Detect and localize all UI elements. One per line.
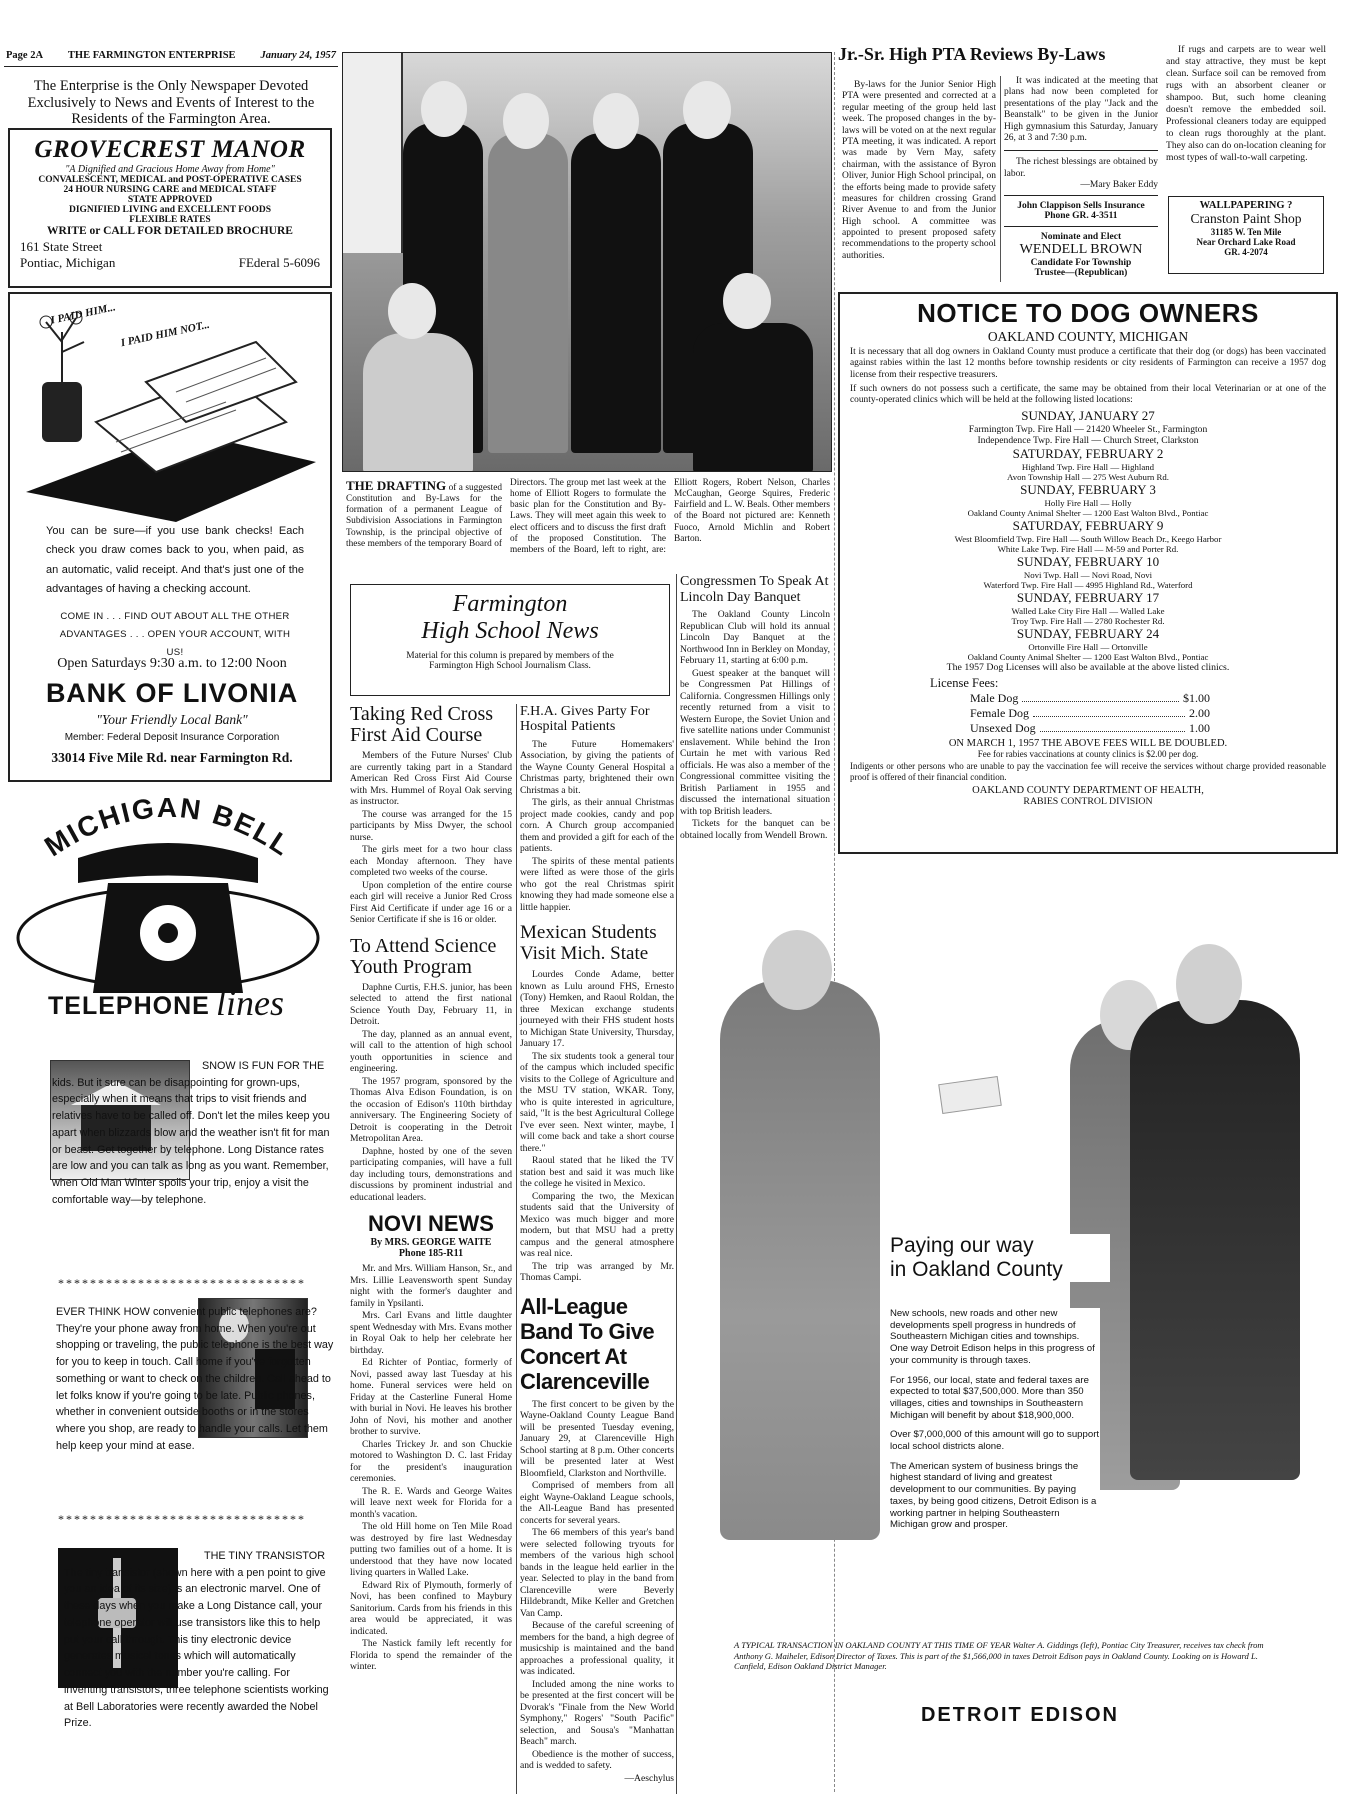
mexican-body xyxy=(520,969,674,1284)
fee-table xyxy=(970,691,1210,736)
clinic-location: White Lake Twp. Fire Hall — M-59 and Porter Rd. xyxy=(997,544,1179,555)
novi-byline: By MRS. GEORGE WAITE xyxy=(370,1237,492,1248)
dog-rabies-fee: Fee for rabies vaccinations at county clinics is $2.00 per dog. xyxy=(977,749,1199,760)
livonia-member: Member: Federal Deposit Insurance Corporation xyxy=(64,732,280,743)
edison-copy xyxy=(890,1308,1100,1531)
edison-head xyxy=(890,1234,1110,1282)
band-body xyxy=(520,1399,674,1772)
clinic-date: SUNDAY, FEBRUARY 24 xyxy=(1016,626,1160,642)
paragraph: Raoul stated that he liked the TV station best and said it was much like the college he visited in Mexico. xyxy=(520,1155,674,1190)
livonia-address: 33014 Five Mile Rd. near Farmington Rd. xyxy=(51,750,293,765)
dog-sub: OAKLAND COUNTY, MICHIGAN xyxy=(987,329,1189,344)
elect-line: Nominate and Elect xyxy=(1040,232,1122,243)
pta-col1: By-laws for the Junior Senior High PTA were presented and corrected at a regular meeting of the group held last week. The proposed changes in the by-laws will be voted on at the next regular PTA meeting, it was indicated. A report was made by Vern May, safety chairman, with the assistance of Byron Oliver, Junior High School principal, on the efforts being made to provide safety measures for children crossing Grand River Avenue to and from the Junior High school. A committee was appointed to present proposed safety recommendations to the property school authorities. xyxy=(842,80,996,261)
pta-col2-area xyxy=(1004,76,1158,278)
cranston-addr: Near Orchard Lake Road xyxy=(1196,237,1296,247)
redcross-body xyxy=(350,750,512,926)
paragraph: Edward Rix of Plymouth, formerly of Novi, has been confined to Maybury Sanitorium. Cards from his friends in this area would be appreciated, it was indicated. xyxy=(350,1579,512,1637)
clinic-location: Holly Fire Hall — Holly xyxy=(1044,498,1132,509)
grovecrest-phone: FEderal 5-6096 xyxy=(238,255,320,270)
issue-date: January 24, 1957 xyxy=(260,50,336,61)
paragraph: Mr. and Mrs. William Hanson, Sr., and Mrs. Lillie Leavensworth spent Sunday night with the former's daughter and family in Ypsilanti. xyxy=(350,1263,512,1309)
pta-article xyxy=(838,44,1160,65)
rugs-article: If rugs and carpets are to wear well and stay attractive, they must be kept clean. Surface soil can be removed from rugs with an absorbent cleaner or shampoo. But, such home cleaning doesn't remove the embedded soil. Professional cleaners today are equipped to clean rugs thoroughly at the plant. They also can do on-location cleaning for most types of wall-to-wall carpeting. xyxy=(1166,44,1326,163)
clinic-day xyxy=(850,554,1326,590)
pta-col2: It was indicated at the meeting that plans had now been completed for presentations of the play "Jack and the Beanstalk" to be given in the Junior High gymnasium this Saturday, January 26, at 3 and 7:30 p.m. xyxy=(1004,76,1158,143)
cranston-ad xyxy=(1168,196,1324,274)
elect-name: WENDELL BROWN xyxy=(1019,242,1143,258)
clinic-location: Oakland County Animal Shelter — 1200 East Walton Blvd., Pontiac xyxy=(967,652,1209,663)
paid-caption-1: I PAID HIM... xyxy=(49,301,117,327)
paragraph: The 1957 program, sponsored by the Thomas Alva Edison Foundation, is on the occasion of Edison's 110th birthday anniversary. The Engineering Society of Detroit is cooperating in the Detroit Metropolitan Area. xyxy=(350,1075,512,1144)
paragraph: The American system of business brings the highest standard of living and greatest development to our communities. By paying taxes, by being good citizens, Detroit Edison is a working partner in helping Southeastern Michigan grow and prosper. xyxy=(890,1460,1097,1531)
dog-indigents: Indigents or other persons who are unable to pay the vaccination fee will receive the services without charge provided reasonable proof is offered of their financial condition. xyxy=(850,761,1326,783)
clinic-location: Waterford Twp. Fire Hall — 4995 Highland Rd., Waterford xyxy=(983,580,1193,591)
dog-dept: OAKLAND COUNTY DEPARTMENT OF HEALTH, xyxy=(972,785,1204,796)
elect-line: Trustee—(Republican) xyxy=(1034,268,1128,279)
paragraph: The Future Homemakers' Association, by giving the patients of the Wayne County General Hospital a Christmas party, brightened their own Christmas a bit. xyxy=(520,738,674,796)
clinic-location: West Bloomfield Twp. Fire Hall — South Willow Beach Dr., Keego Harbor xyxy=(954,534,1222,545)
novi-head: NOVI NEWS xyxy=(368,1211,494,1236)
science-body xyxy=(350,982,512,1204)
edison-head-1: Paying our way xyxy=(890,1234,1110,1258)
paragraph: Tickets for the banquet can be obtained locally from Wendell Brown. xyxy=(680,818,830,841)
clinic-location: Oakland County Animal Shelter — 1200 East Walton Blvd., Pontiac xyxy=(967,508,1209,519)
clinic-location: Farmington Twp. Fire Hall — 21420 Wheeler St., Farmington xyxy=(968,424,1208,436)
dog-doubled: ON MARCH 1, 1957 THE ABOVE FEES WILL BE DOUBLED. xyxy=(948,738,1228,750)
clinic-location: Avon Township Hall — 275 West Auburn Rd. xyxy=(1007,472,1169,483)
elect-line: Candidate For Township xyxy=(1030,258,1132,269)
dog-head: NOTICE TO DOG OWNERS xyxy=(917,298,1259,328)
dog-p1: It is necessary that all dog owners in Oakland County must produce a certificate that their dog (or dogs) has been vaccinated against rabies within the last 12 months before township residents or city residents of Farmington can receive a 1957 dog license from their respective treasurers. xyxy=(850,347,1326,380)
drafting-caption-text: of a suggested Constitution and By-Laws for the formation of a permanent League of Subdivision Associations in Farmington Township, is the principal objective of these members of the temporary Board of Directors. The group met last week at the home of Elliott Rogers to formulate the basic plan for the Constitution and By-Laws. They will meet again this week to elect officers and to discuss the first draft of the proposed Constitution. The members of the Board, left to right, are: Elliott Rogers, Robert Nelson, Charles McCaughan, George Squires, Frederic Fairfield and L. W. Beals. Other members of the Board not pictured are: Kenneth Fuoco, Arnold Michlin and Robert Barton. xyxy=(346,478,830,555)
drafting-lead: THE DRAFTING xyxy=(346,478,447,493)
fhs-news-box xyxy=(350,584,670,696)
paragraph: The Nastick family left recently for Florida to spend the remainder of the winter. xyxy=(350,1638,512,1672)
bell-think-text: EVER THINK HOW convenient public telephones are? They're your phone away from home. When you're out shopping or traveling, the public telephone is the best way for you to keep in touch. Call home if you've forgotten something or want to check on the children. Call ahead to let folks know if you're going to be late. Public phones, whether in convenient outside booths or in the stores where you shop, are ready to handle your calls. Let them help keep your mind at ease. xyxy=(56,1306,334,1452)
pta-head: Jr.-Sr. High PTA Reviews By-Laws xyxy=(838,44,1106,64)
mexican-head: Mexican Students Visit Mich. State xyxy=(520,922,657,965)
grovecrest-address: 161 State Street xyxy=(20,239,103,254)
band-attrib: —Aeschylus xyxy=(624,1772,674,1784)
checks-illustration xyxy=(26,312,316,522)
paragraph: The R. E. Wards and George Waites will leave next week for Florida for a month's vacation. xyxy=(350,1485,512,1520)
congressmen-article xyxy=(680,574,830,842)
fees-head: License Fees: xyxy=(930,676,999,691)
clinic-location: Novi Twp. Hall — Novi Road, Novi xyxy=(1023,570,1153,581)
livonia-hours: Open Saturdays 9:30 a.m. to 12:00 Noon xyxy=(57,656,287,671)
divider-stars: ******************************* xyxy=(58,1512,306,1526)
column-middle xyxy=(520,704,674,1784)
paragraph: Obedience is the mother of success, and is wedded to safety. xyxy=(520,1748,674,1772)
paragraph: The spirits of these mental patients were lifted as were those of the girls who got the real Christmas spirit knowing they had made someone else a little happier. xyxy=(520,855,674,913)
bell-snow-text: SNOW IS FUN FOR THE kids. But it sure can be disappointing for grown-ups, especially when it means that trips to visit friends and relatives have to be called off. Don't let the miles keep you apart when blizzards blow and the weather isn't fit for man or beast. Get together by telephone. Long Distance rates are low and you can talk as long as you want. Remember, when Old Man Winter spoils your trip, enjoy a visit the comfortable way—by telephone. xyxy=(52,1060,330,1206)
dog-notice xyxy=(838,292,1338,854)
paragraph: New schools, new roads and other new developments spell progress in hundreds of Southeastern Michigan cities and townships. One way Detroit Edison helps in this progress of your community is through taxes. xyxy=(890,1308,1095,1366)
fee-label: Male Dog xyxy=(970,691,1019,706)
science-head: To Attend Science Youth Program xyxy=(350,934,497,978)
clinic-location: Highland Twp. Fire Hall — Highland xyxy=(1021,462,1155,473)
fee-row xyxy=(970,721,1210,736)
edison-head-2: in Oakland County xyxy=(890,1258,1110,1282)
grovecrest-line: STATE APPROVED xyxy=(127,195,213,205)
paragraph: Comparing the two, the Mexican students said that the University of Mexico was much bigger and more modern, but that MSU had a pretty campus and the general atmosphere was real nice. xyxy=(520,1190,674,1260)
grovecrest-tagline: "A Dignified and Gracious Home Away from Home" xyxy=(65,164,275,175)
paragraph: The course was arranged for the 15 participants by Miss Dwyer, the school nurse. xyxy=(350,808,512,843)
clinic-location: Independence Twp. Fire Hall — Church Street, Clarkston xyxy=(977,435,1199,447)
clinic-day xyxy=(850,482,1326,518)
fha-head: F.H.A. Gives Party For Hospital Patients xyxy=(520,704,650,735)
fee-price: 2.00 xyxy=(1189,706,1210,721)
edison-caption: A TYPICAL TRANSACTION IN OAKLAND COUNTY AT THIS TIME OF YEAR Walter A. Giddings (left), Pontiac City Treasurer, receives tax check from Anthony G. Maiheler, Edison Director of Taxes. This is part of the $1,566,000 in taxes Detroit Edison pays in Oakland County. Looking on is Howard L. Canfield, Edison Oakland District Manager. xyxy=(734,1640,1264,1672)
drafting-photo xyxy=(342,52,832,472)
insurance-phone: Phone GR. 4-3511 xyxy=(1044,211,1118,222)
page-header xyxy=(6,50,336,61)
grovecrest-ad xyxy=(8,128,332,288)
redcross-head: Taking Red Cross First Aid Course xyxy=(350,703,494,746)
paragraph: Daphne, hosted by one of the seven participating companies, will have a full day including tours, demonstrations and discussions by prominent industrial and educational leaders. xyxy=(350,1145,512,1203)
fhs-title-1: Farmington xyxy=(452,591,568,617)
paragraph: Over $7,000,000 of this amount will go to support local school districts alone. xyxy=(890,1429,1100,1453)
paragraph: Comprised of members from all eight Wayne-Oakland League schools, the All-League Band has presented concerts for several years. xyxy=(520,1480,674,1526)
clinic-date: SUNDAY, FEBRUARY 3 xyxy=(1020,482,1156,498)
bell-transistor-text: THE TINY TRANSISTOR The tiny transistor (shown here with a pen point to give you an idea of its size) is an electronic marvel. One of these days when you make a Long Distance call, your telephone operator will use transistors like this to help put your call through. This tiny electronic device generates musical tones which will automatically connect you with the number you're calling. For inventing transistors, three telephone scientists working at Bell Laboratories were recently awarded the Nobel Prize. xyxy=(64,1550,329,1730)
bell-top-text: MICHIGAN BELL xyxy=(39,791,298,863)
paragraph: Upon completion of the entire course each girl will receive a Junior Red Cross First Aid Certificate if under age 16 or a Senior Certificate if she is 16 or older. xyxy=(350,879,512,925)
clinic-schedule xyxy=(850,408,1326,662)
dog-dept: RABIES CONTROL DIVISION xyxy=(1023,796,1153,807)
clinic-day xyxy=(850,408,1326,446)
clinic-day xyxy=(850,446,1326,482)
paragraph: The girls, as their annual Christmas project made cookies, candy and pop corn. A Church group accompanied them and provided a gift for each of the patients. xyxy=(520,797,674,855)
paper-name: THE FARMINGTON ENTERPRISE xyxy=(67,50,236,61)
fee-price: 1.00 xyxy=(1189,721,1210,736)
paragraph: Guest speaker at the banquet will be Congressmen Pat Hillings of California. Congressmen Hillings only recently returned from a visit to Western Europe, the Soviet Union and five satellite nations under Communist enslavement. While behind the Iron Curtain he met with various Red officials. He was also a member of the Congressional committee visiting the British Parliament in 1955 and discussed the international situation with top British leaders. xyxy=(680,667,830,817)
pta-quote-attrib: —Mary Baker Eddy xyxy=(1080,180,1158,191)
paragraph: Charles Trickey Jr. and son Chuckie motored to Washington D. C. last Friday for the president's inauguration ceremonies. xyxy=(350,1438,512,1484)
clinic-day xyxy=(850,590,1326,626)
clinic-location: Walled Lake City Fire Hall — Walled Lake xyxy=(1011,606,1165,617)
divider-stars: ******************************* xyxy=(58,1276,306,1290)
michigan-bell-ad xyxy=(8,788,334,1790)
clinic-day xyxy=(850,626,1326,662)
novi-phone: Phone 185-R11 xyxy=(398,1248,464,1259)
clinic-date: SUNDAY, FEBRUARY 10 xyxy=(1016,554,1160,570)
livonia-body: You can be sure—if you use bank checks! Each check you draw comes back to you, when paid, as an automatic, valid receipt. And that's just one of the advantages of having a checking account. xyxy=(46,525,304,595)
paragraph: The first concert to be given by the Wayne-Oakland County League Band will be presented Tuesday evening, January 29, at Clarenceville High School starting at 8 p.m. Other concerts will be presented later at West Bloomfield, Clarkston and Northville. xyxy=(520,1398,674,1479)
band-head: All-League Band To Give Concert At Clarenceville xyxy=(520,1293,655,1395)
congressmen-body xyxy=(680,609,830,841)
page-number: Page 2A xyxy=(6,50,44,61)
drafting-caption xyxy=(346,478,830,570)
grovecrest-city: Pontiac, Michigan xyxy=(20,255,116,270)
paragraph: The Oakland County Lincoln Republican Club will hold its annual Lincoln Day Banquet at the Northwood Inn in Berkley on Monday, February 11, starting at 6:00 p.m. xyxy=(680,609,830,667)
congressmen-head: Congressmen To Speak At Lincoln Day Banquet xyxy=(680,574,829,605)
clinic-date: SUNDAY, JANUARY 27 xyxy=(1021,408,1155,424)
grovecrest-name: GROVECREST MANOR xyxy=(34,136,306,163)
fhs-note: Material for this column is prepared by members of the Farmington High School Journalism Class. xyxy=(406,651,614,671)
fha-body xyxy=(520,739,674,914)
bell-lines-word: lines xyxy=(216,983,284,1023)
paid-caption-2: I PAID HIM NOT... xyxy=(119,318,211,350)
livonia-name: BANK OF LIVONIA xyxy=(46,678,298,708)
grovecrest-line: DIGNIFIED LIVING and EXCELLENT FOODS xyxy=(68,205,271,215)
grovecrest-line: FLEXIBLE RATES xyxy=(129,215,211,225)
livonia-slogan: "Your Friendly Local Bank" xyxy=(96,712,248,727)
clinic-date: SATURDAY, FEBRUARY 2 xyxy=(1012,446,1164,462)
grovecrest-line: CONVALESCENT, MEDICAL and POST-OPERATIVE CASES xyxy=(38,175,302,185)
fee-label: Unsexed Dog xyxy=(970,721,1036,736)
livonia-ad xyxy=(8,292,332,782)
paragraph: Daphne Curtis, F.H.S. junior, has been selected to attend the first national Science Youth Day, February 11, in Detroit. xyxy=(350,981,512,1027)
column-left xyxy=(350,704,512,1674)
cranston-phone: GR. 4-2074 xyxy=(1224,247,1268,257)
cranston-name: Cranston Paint Shop xyxy=(1190,211,1302,226)
livonia-cta: COME IN . . . FIND OUT ABOUT ALL THE OTHER ADVANTAGES . . . OPEN YOUR ACCOUNT, WITH US! xyxy=(59,611,291,659)
fee-row xyxy=(970,706,1210,721)
paragraph: Lourdes Conde Adame, better known as Lulu around FHS, Ernesto (Tony) Hemken, and Raoul Roldan, the three Mexican exchange students journeyed with their FHS student hosts to Michigan State University, Thursday, January 17. xyxy=(520,969,674,1050)
novi-body xyxy=(350,1263,512,1673)
grovecrest-line: WRITE or CALL FOR DETAILED BROCHURE xyxy=(47,225,293,237)
pta-quote: The richest blessings are obtained by labor. xyxy=(1004,157,1158,179)
bell-telephone-word: TELEPHONE xyxy=(48,992,210,1020)
paper-motto: The Enterprise is the Only Newspaper Devoted Exclusively to News and Events of Interest to the Residents of the Farmington Area. xyxy=(27,78,315,128)
paragraph: Included among the nine works to be presented at the first concert will be Dvorak's "Finale from the New World Symphony," Rogers' "South Pacific" selection, and Sousa's "Manhattan Beach" march. xyxy=(520,1678,674,1748)
cranston-addr: 31185 W. Ten Mile xyxy=(1210,227,1282,237)
paragraph: Because of the careful screening of members for the band, a high degree of musicship is maintained and the band approaches a professional quality, it was indicated. xyxy=(520,1620,674,1678)
dog-also: The 1957 Dog Licenses will also be available at the above listed clinics. xyxy=(946,662,1230,674)
clinic-date: SATURDAY, FEBRUARY 9 xyxy=(1012,518,1164,534)
paragraph: For 1956, our local, state and federal taxes are expected to total $37,500,000. More than 350 villages, cities and townships in Southeastern Michigan will benefit by about $18,900,000. xyxy=(890,1374,1089,1421)
fee-price: $1.00 xyxy=(1183,691,1210,706)
paragraph: The girls meet for a two hour class each Monday afternoon. They have completed two weeks of the course. xyxy=(350,844,512,878)
paragraph: The six students took a general tour of the campus which included specific visits to the College of Agriculture and the MSU TV station, WKAR. Tony, who is quite interested in agriculture, said, "It is the best Agricultural College I've ever seen. Next winter, maybe, I will come back and take a short course there." xyxy=(520,1050,674,1154)
fee-label: Female Dog xyxy=(970,706,1029,721)
edison-logo: DETROIT EDISON xyxy=(920,1704,1119,1726)
paragraph: Mrs. Carl Evans and little daughter spent Wednesday with Mrs. Evans mother in Royal Oak to help her celebrate her birthday. xyxy=(350,1310,512,1356)
clinic-location: Ortonville Fire Hall — Ortonville xyxy=(1028,642,1148,653)
insurance-ad: John Clappison Sells Insurance xyxy=(1017,201,1145,212)
cranston-top: WALLPAPERING ? xyxy=(1199,200,1293,211)
paragraph: The old Hill home on Ten Mile Road was destroyed by fire last Wednesday putting two families out of a home. It is understood that they have now located living quarters in Walled Lake. xyxy=(350,1521,512,1578)
fee-row xyxy=(970,691,1210,706)
dog-p2: If such owners do not possess such a certificate, the same may be obtained from their local Veterinarian or at one of the county-operated clinics which will be held at the following listed locations: xyxy=(850,383,1326,406)
paragraph: The 66 members of this year's band were selected following tryouts for members of the various high school bands in the league held earlier in the year. Selected to play in the band from Clarenceville were Beverly Hildebrandt, Mike Keller and Gretchen Van Camp. xyxy=(520,1527,674,1619)
paragraph: Ed Richter of Pontiac, formerly of Novi, passed away last Tuesday at his home. Funeral services were held on Friday at the Casterline Funeral Home with burial in Novi. He leaves his brother John of Novi, his mother and another brother to survive. xyxy=(350,1357,512,1437)
paragraph: Members of the Future Nurses' Club are currently taking part in a Standard American Red Cross First Aid Course with Mrs. Hummel of Royal Oak serving as instructor. xyxy=(350,750,512,807)
fhs-title-2: High School News xyxy=(421,618,599,644)
clinic-date: SUNDAY, FEBRUARY 17 xyxy=(1016,590,1160,606)
grovecrest-line: 24 HOUR NURSING CARE and MEDICAL STAFF xyxy=(63,185,277,195)
clinic-location: Troy Twp. Fire Hall — 2780 Rochester Rd. xyxy=(1011,616,1165,627)
clinic-day xyxy=(850,518,1326,554)
paragraph: The day, planned as an annual event, will call to the attention of high school youth opportunities in science and engineering. xyxy=(350,1028,512,1074)
paragraph: The trip was arranged by Mr. Thomas Campi. xyxy=(520,1260,674,1284)
